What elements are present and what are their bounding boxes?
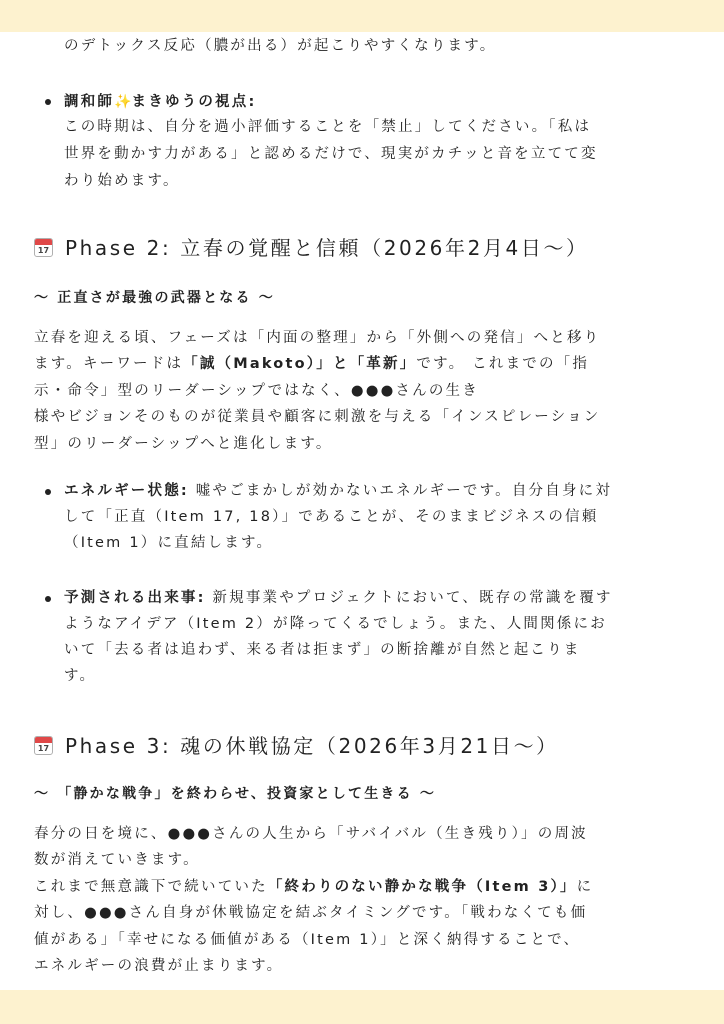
phase3-para-line-3: これまで無意識下で続いていた「終わりのない静かな戦争（Item 3）」に [34,879,594,895]
calendar-icon: 17 [34,736,53,755]
phase2-title: Phase 2: 立春の覚醒と信頼（2026年2月4日〜） [65,236,589,260]
adjuster-line-1: この時期は、自分を過小評価することを「禁止」してください。「私は [64,119,592,135]
bottom-band [0,990,724,1024]
adjuster-line-3: わり始めます。 [64,173,180,189]
phase3-para-line-6: エネルギーの浪費が止まります。 [34,958,284,974]
phase2-para-line-1: 立春を迎える頃、フェーズは「内面の整理」から「外側への発信」へと移り [34,330,601,346]
phase3-para-line-5: 値がある」「幸せになる価値がある（Item 1）」と深く納得することで、 [34,932,581,948]
phase3-para-line-1: 春分の日を境に、●●●さんの人生から「サバイバル（生き残り）」の周波 [34,826,588,842]
adjuster-label [64,92,256,112]
energy-line-3: （Item 1）に直結します。 [64,535,274,551]
adjuster-line-2: 世界を動かす力がある」と認めるだけで、現実がカチッと音を立てて変 [64,146,598,162]
phase3-subtitle: 〜 「静かな戦争」を終わらせ、投資家として生きる 〜 [34,786,437,802]
phase3-para-line-2: 数が消えていきます。 [34,852,200,868]
phase2-para-line-4: 様やビジョンそのものが従業員や顧客に刺激を与える「インスピレーション [34,409,601,425]
phase3-heading [34,732,559,760]
phase3-keyword: 「終わりのない静かな戦争（Item 3）」 [267,879,577,895]
adjuster-label-b: まきゆうの視点: [131,94,257,110]
phase2-para-line-5: 型」のリーダーシップへと進化します。 [34,436,333,452]
events-line-3: いて「去る者は追わず、来る者は拒まず」の断捨離が自然と起こりま [64,642,581,658]
phase2-heading [34,234,589,262]
phase2-keyword: 「誠（Makoto）」と「革新」 [183,356,417,372]
phase2-para-line-2: ます。キーワードは「誠（Makoto）」と「革新」です。 これまでの「指 [34,356,590,372]
bullet-dot [45,489,51,495]
adjuster-label-a: 調和師 [64,94,115,110]
energy-line-1: エネルギー状態: 嘘やごまかしが効かないエネルギーです。自分自身に対 [64,483,613,499]
phase3-title: Phase 3: 魂の休戦協定（2026年3月21日〜） [65,734,559,758]
bullet-dot [45,99,51,105]
energy-label: エネルギー状態: [64,483,189,499]
events-line-1: 予測される出来事: 新規事業やプロジェクトにおいて、既存の常識を覆す [64,590,613,606]
intro-tail-text: のデトックス反応（膿が出る）が起こりやすくなります。 [64,38,497,54]
phase2-subtitle: 〜 正直さが最強の武器となる 〜 [34,290,275,306]
events-line-2: ようなアイデア（Item 2）が降ってくるでしょう。また、人間関係にお [64,616,607,632]
energy-line-2: して「正直（Item 17, 18）」であることが、そのままビジネスの信頼 [64,509,599,525]
phase3-para-line-4: 対し、●●●さん自身が休戦協定を結ぶタイミングです。「戦わなくても価 [34,905,588,921]
events-line-4: す。 [64,668,97,684]
phase2-para-line-3: 示・命令」型のリーダーシップではなく、●●●さんの生き [34,383,479,399]
calendar-icon: 17 [34,238,53,257]
events-label: 予測される出来事: [64,590,206,606]
bullet-dot [45,596,51,602]
sparkle-icon: ✨ [114,94,132,110]
